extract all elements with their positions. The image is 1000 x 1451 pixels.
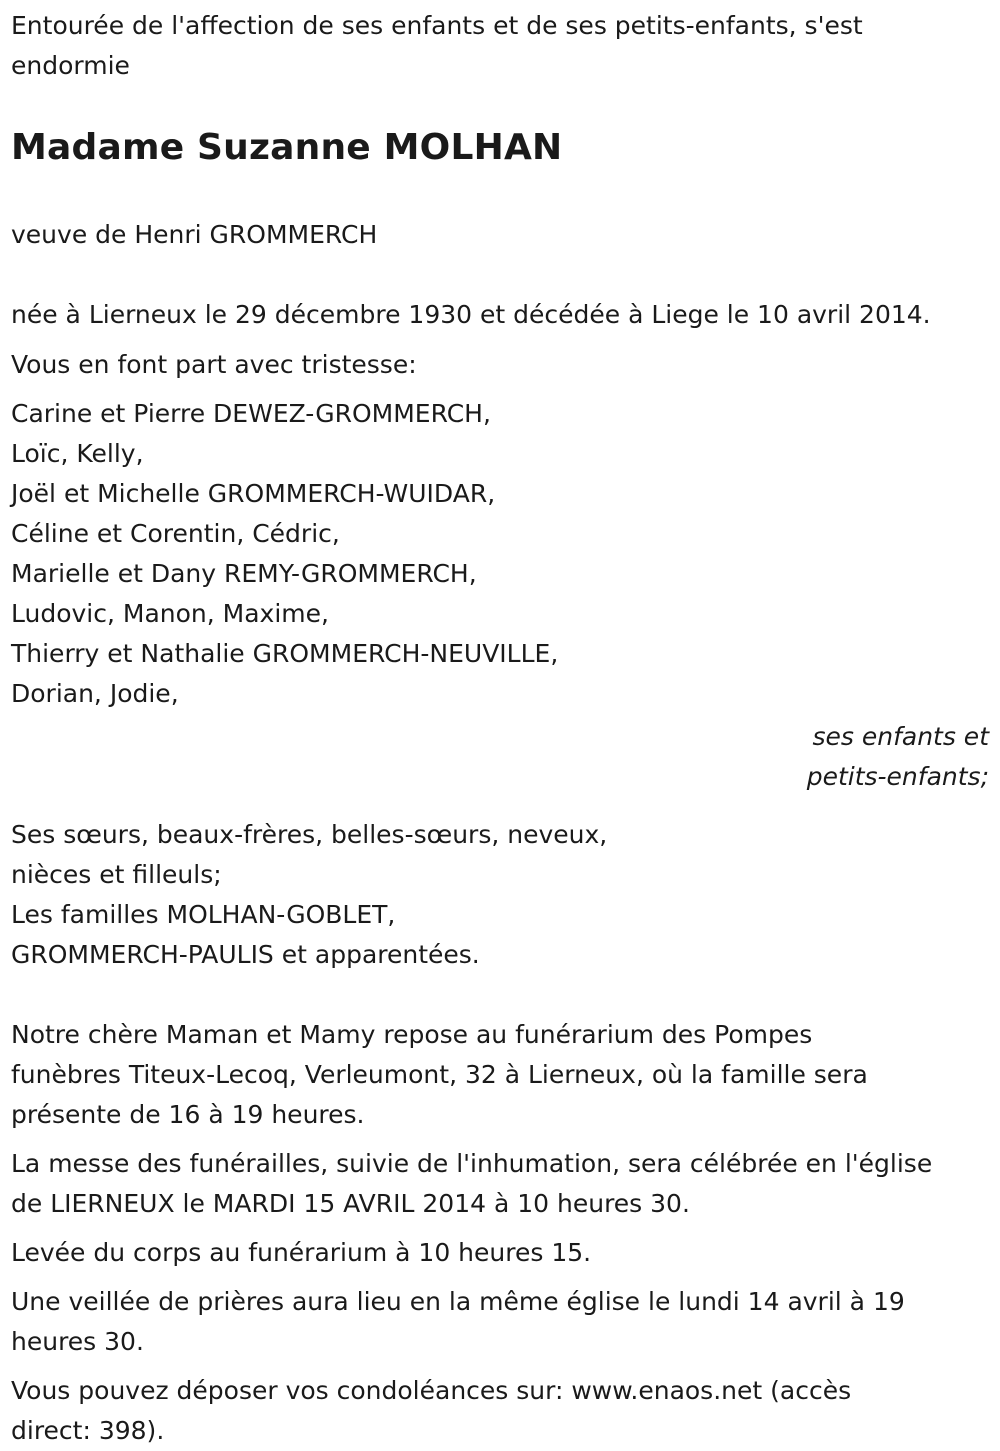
- family-line: Joël et Michelle GROMMERCH-WUIDAR,: [11, 479, 496, 508]
- family-line: Thierry et Nathalie GROMMERCH-NEUVILLE,: [11, 639, 559, 668]
- vigil-line-2: heures 30.: [11, 1327, 144, 1356]
- condolences-notice: [11, 1371, 991, 1451]
- condolences-line-2: direct: 398).: [11, 1416, 165, 1445]
- relation-line-2: petits-enfants;: [806, 762, 989, 791]
- mass-notice: [11, 1144, 991, 1224]
- relatives-line: nièces et filleuls;: [11, 860, 222, 889]
- family-line: Marielle et Dany REMY-GROMMERCH,: [11, 559, 477, 588]
- intro-line-2: endormie: [11, 51, 130, 80]
- relatives-line: GROMMERCH-PAULIS et apparentées.: [11, 940, 480, 969]
- funeral-home-line-2: funèbres Titeux-Lecoq, Verleumont, 32 à Lierneux, où la famille sera: [11, 1060, 868, 1089]
- vigil-line-1: Une veillée de prières aura lieu en la même église le lundi 14 avril à 19: [11, 1287, 905, 1316]
- family-line: Dorian, Jodie,: [11, 679, 179, 708]
- funeral-home-notice: [11, 1015, 991, 1135]
- family-line: Carine et Pierre DEWEZ-GROMMERCH,: [11, 399, 491, 428]
- mass-line-1: La messe des funérailles, suivie de l'inhumation, sera célébrée en l'église: [11, 1149, 933, 1178]
- mass-line-2: de LIERNEUX le MARDI 15 AVRIL 2014 à 10 heures 30.: [11, 1189, 690, 1218]
- relatives-line: Les familles MOLHAN-GOBLET,: [11, 900, 396, 929]
- removal-notice: Levée du corps au funérarium à 10 heures 15.: [11, 1238, 592, 1267]
- deceased-name: Madame Suzanne MOLHAN: [11, 127, 563, 168]
- widow-of: veuve de Henri GROMMERCH: [11, 220, 378, 249]
- family-line: Ludovic, Manon, Maxime,: [11, 599, 329, 628]
- family-line: Loïc, Kelly,: [11, 439, 144, 468]
- relatives-line: Ses sœurs, beaux-frères, belles-sœurs, neveux,: [11, 820, 608, 849]
- intro-line-1: Entourée de l'affection de ses enfants et de ses petits-enfants, s'est: [11, 11, 863, 40]
- funeral-home-line-1: Notre chère Maman et Mamy repose au funérarium des Pompes: [11, 1020, 813, 1049]
- birth-death-dates: née à Lierneux le 29 décembre 1930 et décédée à Liege le 10 avril 2014.: [11, 300, 931, 329]
- other-relatives: [11, 815, 991, 975]
- family-line: Céline et Corentin, Cédric,: [11, 519, 340, 548]
- children-relation-label: [11, 717, 991, 797]
- condolences-line-1: Vous pouvez déposer vos condoléances sur: www.enaos.net (accès: [11, 1376, 852, 1405]
- vigil-notice: [11, 1282, 991, 1362]
- children-list: [11, 394, 991, 714]
- obituary-content: [11, 6, 991, 1451]
- announcement: Vous en font part avec tristesse:: [11, 350, 417, 379]
- relation-line-1: ses enfants et: [812, 722, 989, 751]
- intro-text: [11, 6, 991, 86]
- funeral-home-line-3: présente de 16 à 19 heures.: [11, 1100, 365, 1129]
